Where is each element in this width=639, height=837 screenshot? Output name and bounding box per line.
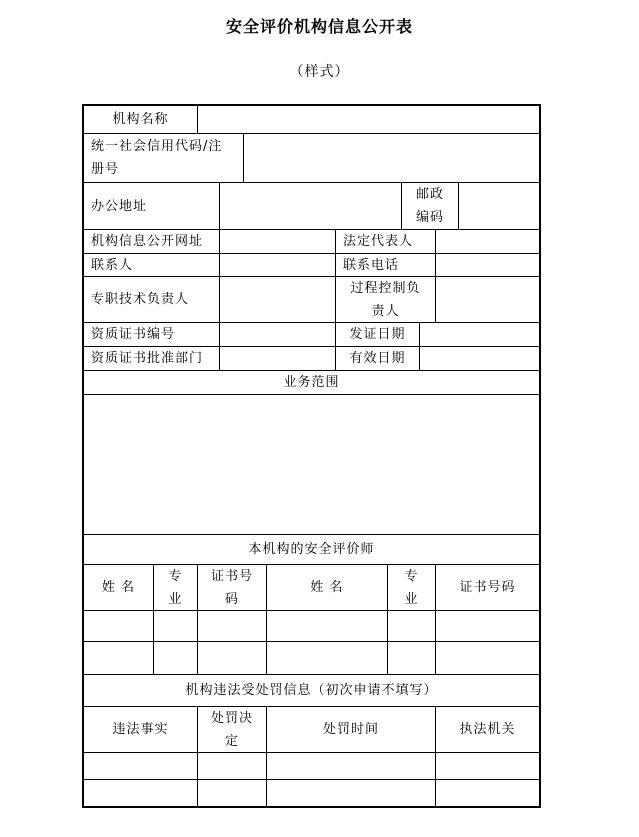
col-cert-2: 证书号码 [459, 580, 516, 595]
violations-header: 机构违法受处罚信息（初次申请不填写） [185, 683, 438, 698]
row-divider [82, 779, 541, 780]
col-divider [197, 104, 198, 133]
tech-lead-label: 专职技术负责人 [91, 292, 190, 307]
col-major-line2: 业 [168, 591, 183, 607]
process-lead-label [336, 277, 435, 322]
row-divider [82, 641, 541, 642]
office-address-label: 办公地址 [91, 198, 148, 214]
cert-no-label: 资质证书编号 [91, 327, 176, 342]
postal-code-label [402, 183, 458, 229]
document-title: 安全评价机构信息公开表 [225, 17, 413, 36]
col-decision [198, 707, 266, 752]
row-divider [82, 752, 541, 753]
col-cert-line1: 证书号 [210, 568, 253, 584]
org-name-label: 机构名称 [112, 112, 169, 127]
col-divider [458, 182, 459, 229]
col-facts: 违法事实 [112, 722, 169, 737]
col-time: 处罚时间 [322, 722, 379, 737]
row-divider [82, 610, 541, 611]
col-major-2 [388, 565, 435, 610]
col-decision-line1: 处罚决 [210, 710, 253, 726]
phone-label: 联系电话 [343, 257, 400, 273]
credit-code-label-line1: 统一社会信用代码/注 [91, 139, 223, 154]
row-divider [82, 394, 541, 395]
credit-code-label-line2: 册号 [91, 162, 120, 177]
col-cert-line2: 码 [224, 591, 239, 607]
col-authority: 执法机关 [459, 722, 516, 737]
col-name-2: 姓 名 [310, 580, 344, 595]
postal-code-label-line2: 编码 [415, 210, 444, 225]
credit-code-label [84, 134, 243, 182]
website-label: 机构信息公开网址 [91, 234, 204, 249]
contact-label: 联系人 [91, 257, 134, 273]
col-divider [435, 229, 436, 322]
legal-rep-label: 法定代表人 [343, 234, 414, 249]
col-divider [419, 322, 420, 370]
assessors-header: 本机构的安全评价师 [248, 542, 375, 557]
col-divider [243, 133, 244, 182]
col-divider [219, 182, 220, 370]
col-major-2-line1: 专 [404, 568, 419, 584]
issue-date-label: 发证日期 [349, 327, 406, 342]
process-lead-label-line1: 过程控制负 [350, 280, 421, 296]
col-major-2-line2: 业 [404, 591, 419, 607]
col-name: 姓 名 [101, 580, 136, 595]
approval-dept-label: 资质证书批准部门 [91, 351, 204, 366]
col-cert [198, 565, 266, 610]
col-major-line1: 专 [168, 568, 183, 584]
col-decision-line2: 定 [224, 733, 239, 749]
process-lead-label-line2: 责人 [371, 303, 400, 319]
valid-date-label: 有效日期 [349, 351, 406, 366]
document-subtitle: （样式） [289, 64, 350, 80]
postal-code-label-line1: 邮政 [415, 187, 444, 202]
col-major [154, 565, 197, 610]
business-scope-header: 业务范围 [283, 375, 340, 390]
